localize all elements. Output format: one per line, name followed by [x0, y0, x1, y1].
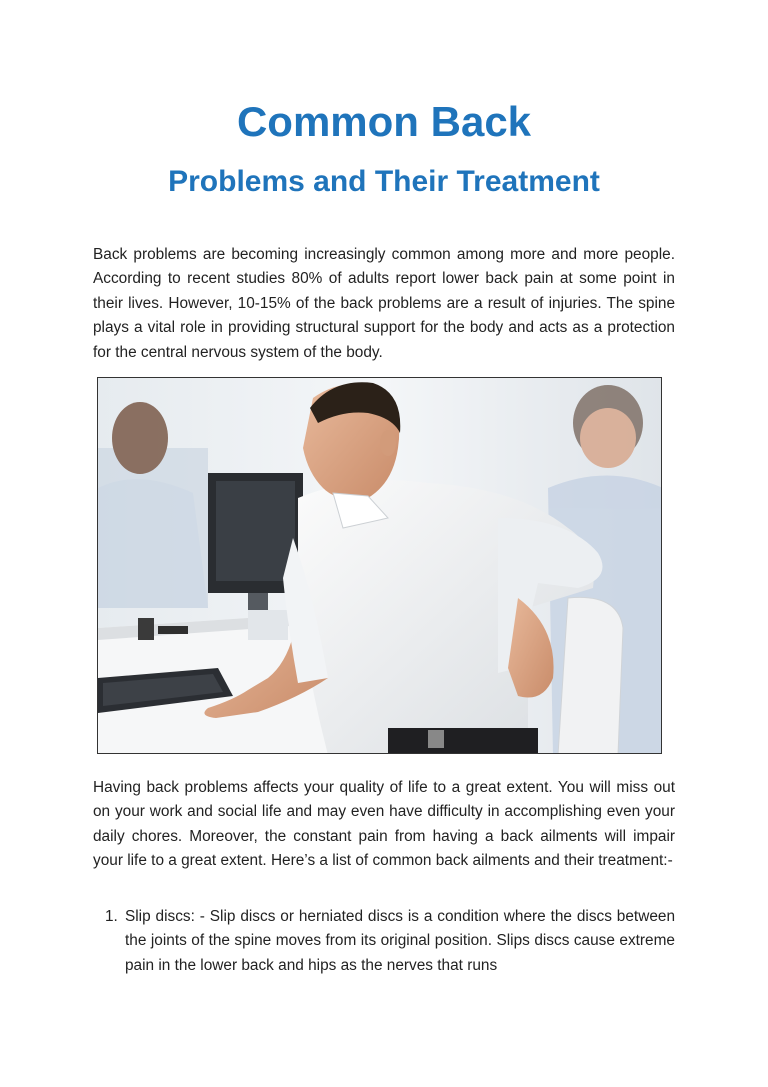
- title-line-2: Problems and Their Treatment: [168, 165, 600, 198]
- list-item: [93, 905, 675, 978]
- title-line-1: Common Back: [236, 98, 532, 145]
- intro-paragraph: Back problems are becoming increasingly common among more and more people. According to recent studies 80% of adults report lower back pain at some point in their lives. However, 10-15% of the back problems are a result of injuries. The spine plays a vital role in providing structural support for the body and acts as a protection for the central nervous system of the body.: [93, 246, 675, 361]
- list-item-text: Slip discs: - Slip discs or herniated discs is a condition where the discs between the joints of the spine moves from its original position. Slips discs cause extreme pain in the lower back and hips as the nerves that runs: [125, 908, 675, 974]
- quality-of-life-paragraph: Having back problems affects your quality of life to a great extent. You will miss out on your work and social life and may even have difficulty in accomplishing even your daily chores. Moreover, the constant pain from having a back ailments will impair your life to a great extent. Here’s a list of common back ailments and their treatment:-: [93, 779, 675, 870]
- ailments-list: [93, 905, 675, 978]
- office-back-pain-photo: [97, 377, 662, 754]
- list-item-number: 1.: [105, 908, 118, 925]
